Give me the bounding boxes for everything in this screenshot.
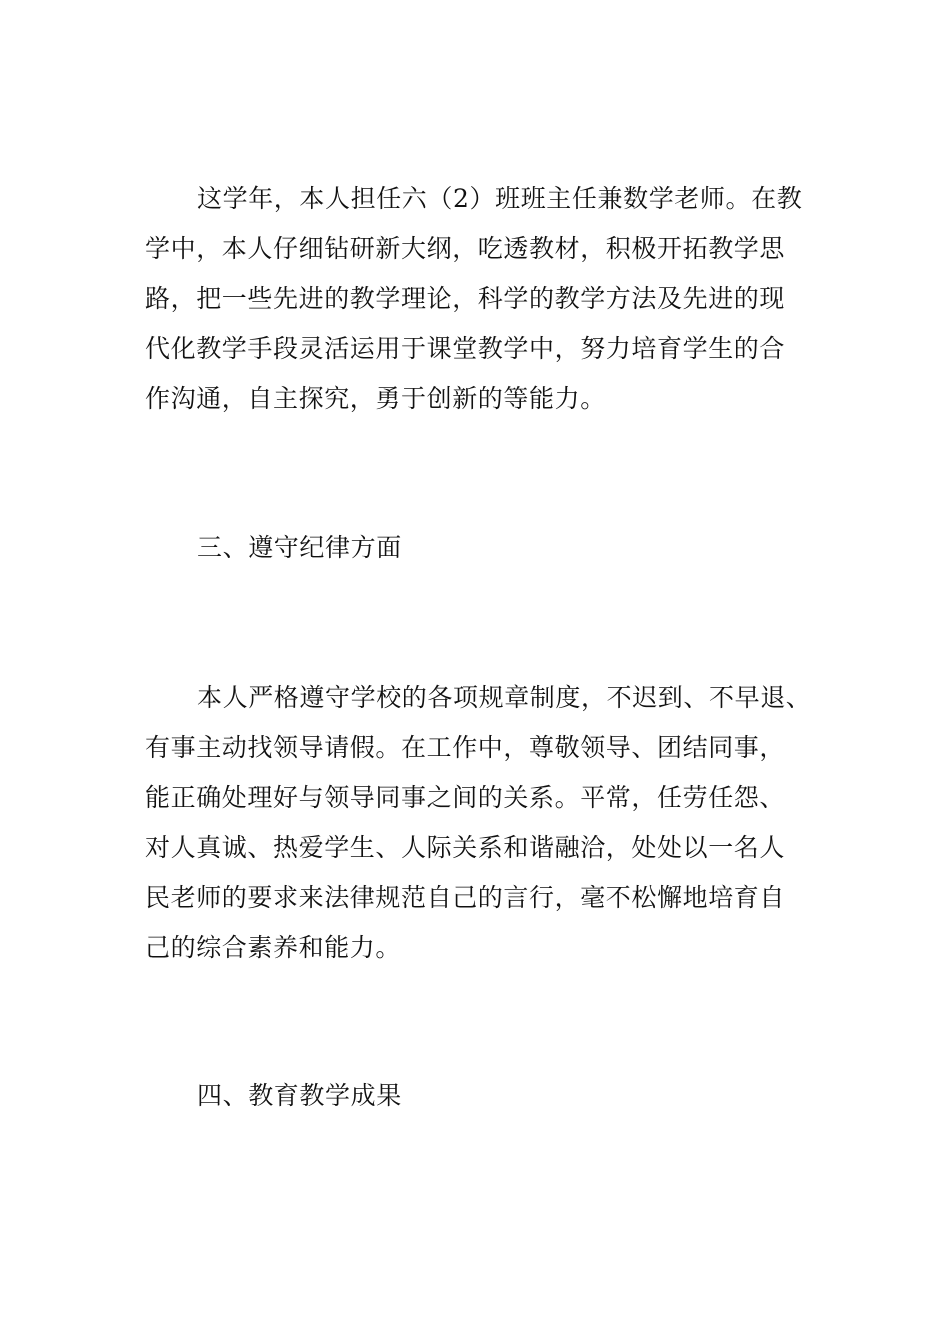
paragraph-line: 对人真诚、热爱学生、人际关系和谐融洽，处处以一名人 xyxy=(145,833,786,862)
paragraph-line: 己的综合素养和能力。 xyxy=(145,933,402,962)
paragraph-line: 有事主动找领导请假。在工作中，尊敬领导、团结同事， xyxy=(145,733,786,762)
paragraph-line: 民老师的要求来法律规范自己的言行，毫不松懈地培育自 xyxy=(145,883,786,912)
paragraph-line: 这学年，本人担任六（2）班班主任兼数学老师。在教 xyxy=(197,184,803,213)
paragraph-line: 本人严格遵守学校的各项规章制度，不迟到、不早退、 xyxy=(197,683,812,712)
section-heading: 三、遵守纪律方面 xyxy=(197,533,402,562)
paragraph-line: 路，把一些先进的教学理论，科学的教学方法及先进的现 xyxy=(145,284,786,313)
paragraph-line: 作沟通，自主探究，勇于创新的等能力。 xyxy=(145,384,606,413)
paragraph-line: 代化教学手段灵活运用于课堂教学中，努力培育学生的合 xyxy=(145,334,786,363)
section-heading: 四、教育教学成果 xyxy=(197,1081,402,1110)
paragraph-line: 学中，本人仔细钻研新大纲，吃透教材，积极开拓教学思 xyxy=(145,234,786,263)
paragraph-line: 能正确处理好与领导同事之间的关系。平常，任劳任怨、 xyxy=(145,783,786,812)
